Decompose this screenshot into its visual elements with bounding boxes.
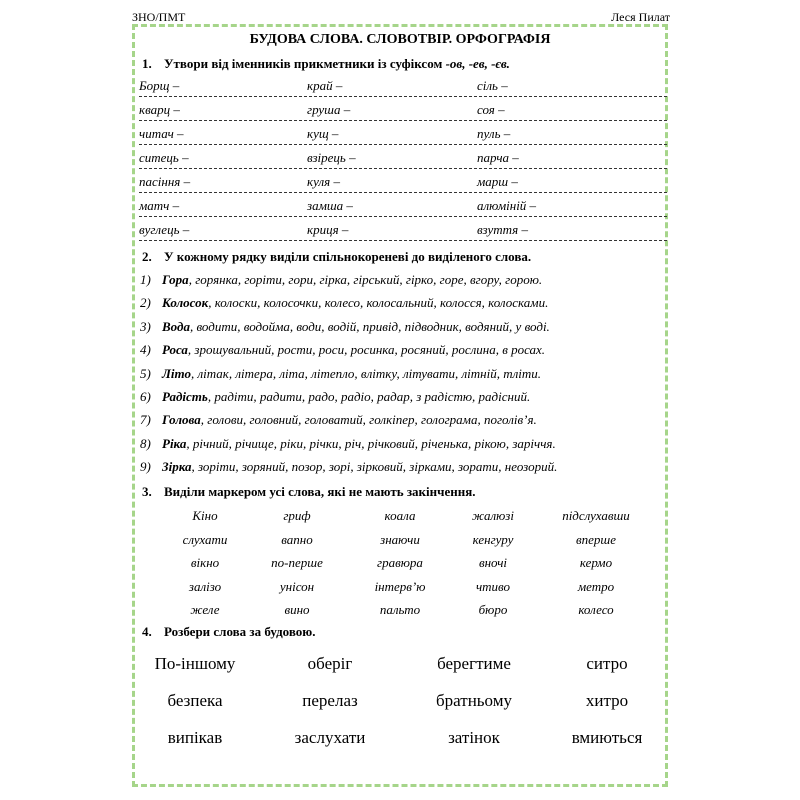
- task-3-word: вночі: [478, 555, 508, 570]
- task-2-row: [140, 295, 548, 311]
- task-1-word: марш –: [477, 174, 518, 189]
- task-2-row: [140, 366, 541, 382]
- task-2-row: [140, 459, 557, 475]
- task-1-row: [139, 76, 667, 97]
- task-1-word: замша –: [307, 198, 353, 213]
- task-1-row: [139, 196, 667, 217]
- task-3-word: унісон: [279, 578, 315, 594]
- task-3-word: знаючи: [380, 531, 420, 547]
- task-1-row: [139, 124, 667, 145]
- task-2-row-number: 4): [140, 342, 151, 358]
- task-1-word: алюміній –: [477, 198, 537, 213]
- task-1-word: взуття –: [477, 222, 528, 237]
- task-3-word: Кіно: [192, 508, 218, 523]
- task-3-word: по-перше: [271, 555, 323, 570]
- task-2-number: 2.: [142, 249, 152, 264]
- task-4-word: вмиються: [571, 728, 643, 747]
- task-3-word: гриф: [283, 508, 311, 523]
- task-3-word: кенгуру: [472, 531, 514, 547]
- task-1-row: [139, 220, 667, 241]
- task-1-word: пасіння –: [139, 174, 191, 189]
- task-3-heading: [142, 484, 476, 500]
- task-4-word: заслухати: [294, 728, 366, 747]
- task-3-text: Виділи маркером усі слова, які не мають закінчення.: [164, 484, 476, 499]
- task-2-row-number: 9): [140, 459, 151, 475]
- task-3-word: інтерв’ю: [374, 578, 426, 594]
- task-3-word: залізо: [188, 578, 222, 594]
- task-2-row: [140, 342, 545, 358]
- task-1-row: [139, 172, 667, 193]
- task-1-word: сіль –: [477, 78, 508, 93]
- task-3-number: 3.: [142, 484, 152, 499]
- task-4-word: перелаз: [302, 691, 358, 710]
- task-2-word-list: , зоріти, зоряний, позор, зорі, зірковий, зірками, зорати, неозорий.: [191, 459, 558, 475]
- task-3-word: колесо: [578, 602, 614, 617]
- task-2-word-list: , радіти, радити, радо, радіо, радар, з радістю, радісний.: [207, 389, 531, 404]
- task-1-row: [139, 148, 667, 169]
- task-2-head-word: Ріка: [162, 435, 187, 451]
- task-3-word: коала: [384, 508, 416, 523]
- task-2-row-number: 5): [140, 365, 151, 381]
- task-1-row: [139, 100, 667, 121]
- task-1-word: читач –: [139, 126, 184, 141]
- task-2-head-word: Колосок: [162, 295, 209, 311]
- header-left: ЗНО/ПМТ: [132, 10, 186, 24]
- task-2-row-number: 2): [140, 295, 151, 311]
- task-2-heading: [142, 249, 531, 265]
- task-4-word: По-іншому: [154, 654, 236, 673]
- task-2-row-number: 6): [140, 389, 151, 404]
- task-2-word-list: , зрошувальний, рости, роси, росинка, росяний, рослина, в росах.: [187, 342, 546, 358]
- task-1-word: кущ –: [307, 126, 339, 141]
- task-1-heading: [142, 56, 510, 72]
- task-3-word: бюро: [478, 602, 508, 617]
- page-title: БУДОВА СЛОВА. СЛОВОТВІР. ОРФОГРАФІЯ: [249, 32, 551, 47]
- task-1-word: Борщ –: [139, 78, 180, 93]
- task-2-word-list: , голови, головний, головатий, голкіпер, голограма, поголів’я.: [200, 412, 537, 428]
- task-4-word: хитро: [585, 691, 629, 710]
- task-1-word: матч –: [139, 198, 180, 213]
- task-1-word: кварц –: [139, 102, 180, 117]
- task-4-number: 4.: [142, 624, 152, 639]
- task-4-word: оберіг: [307, 654, 353, 673]
- task-2-word-list: , колоски, колосочки, колесо, колосальний, колосся, колосками.: [208, 295, 549, 311]
- task-3-word: чтиво: [475, 578, 511, 594]
- task-2-word-list: , водити, водойма, води, водій, привід, підводник, водяний, у воді.: [189, 318, 550, 334]
- task-3-word: пальто: [379, 602, 421, 617]
- task-1-suffix: -ов, -ев, -єв.: [445, 56, 510, 71]
- task-2-head-word: Роса: [162, 342, 188, 358]
- task-3-word: слухати: [182, 531, 228, 547]
- task-4-word: випікав: [167, 728, 223, 747]
- task-3-word: вино: [284, 602, 310, 617]
- task-3-word: жалюзі: [472, 508, 514, 523]
- task-1-word: взірець –: [307, 150, 356, 165]
- task-4-text: Розбери слова за будовою.: [164, 624, 316, 639]
- task-4-heading: [142, 624, 315, 640]
- task-2-row-number: 7): [140, 412, 151, 428]
- task-3-word: желе: [190, 602, 220, 617]
- task-3-word: кермо: [579, 555, 613, 570]
- task-4-word: затінок: [448, 728, 500, 747]
- task-2-head-word: Радість: [162, 389, 208, 404]
- task-2-head-word: Літо: [162, 365, 191, 381]
- task-4-word: ситро: [586, 654, 628, 673]
- task-1-word: парча –: [477, 150, 519, 165]
- task-2-row: [140, 412, 537, 428]
- task-1-number: 1.: [142, 56, 152, 71]
- task-3-word: вікно: [190, 555, 220, 570]
- task-2-head-word: Гора: [162, 272, 189, 287]
- task-1-word: пуль –: [477, 126, 511, 141]
- task-2-head-word: Вода: [162, 318, 190, 334]
- task-2-head-word: Голова: [162, 412, 201, 428]
- task-2-row-number: 3): [140, 318, 151, 334]
- task-4-word: безпека: [167, 691, 223, 710]
- task-4-word: берегтиме: [437, 654, 511, 673]
- task-2-head-word: Зірка: [162, 459, 192, 475]
- task-2-row: [140, 436, 556, 452]
- task-1-word: край –: [307, 78, 343, 93]
- task-2-word-list: , горянка, горіти, гори, гірка, гірський, гірко, горе, вгору, горою.: [188, 272, 543, 287]
- header-right: Леся Пилат: [611, 10, 670, 24]
- task-1-word: куля –: [307, 174, 340, 189]
- task-2-row-number: 1): [140, 272, 151, 287]
- task-2-row: [140, 272, 542, 288]
- task-3-word: метро: [577, 578, 615, 594]
- task-1-word: криця –: [307, 222, 349, 237]
- task-1-word: соя –: [477, 102, 505, 117]
- task-3-word: гравюра: [377, 555, 423, 570]
- task-2-row: [140, 389, 530, 405]
- task-2-word-list: , річний, річище, ріки, річки, річ, річковий, річенька, рікою, заріччя.: [186, 435, 556, 451]
- task-2-row-number: 8): [140, 435, 151, 451]
- task-1-text: Утвори від іменників прикметники із суфіксом: [164, 56, 446, 71]
- task-1-word: вуглець –: [139, 222, 190, 237]
- task-4-word: братньому: [436, 691, 512, 710]
- task-3-word: вапно: [281, 531, 313, 547]
- task-1-word: ситець –: [139, 150, 189, 165]
- task-2-row: [140, 319, 550, 335]
- task-2-text: У кожному рядку виділи спільнокореневі до виділеного слова.: [164, 249, 532, 264]
- task-3-word: підслухавши: [562, 508, 630, 523]
- task-2-word-list: , літак, літера, літа, літепло, влітку, літувати, літній, тліти.: [190, 365, 542, 381]
- task-3-word: вперше: [576, 531, 616, 547]
- task-1-word: груша –: [307, 102, 351, 117]
